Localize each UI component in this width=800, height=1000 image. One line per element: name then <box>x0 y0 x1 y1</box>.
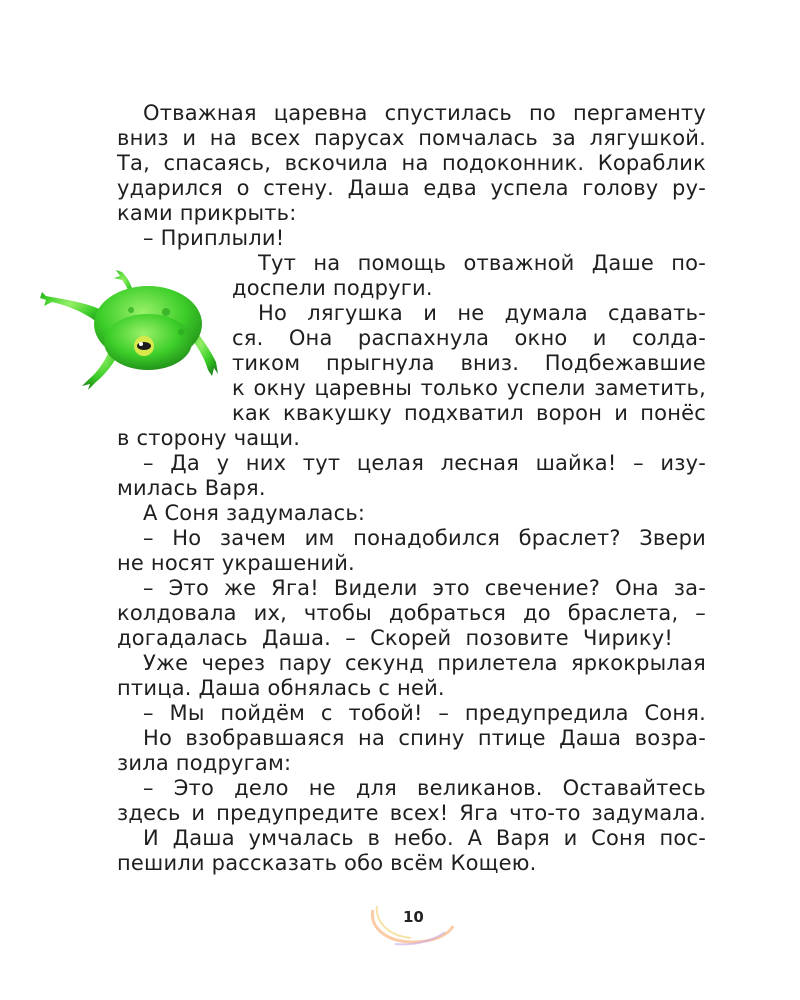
text-line: Но лягушка и не думала сдавать- <box>258 301 706 325</box>
text-line: Но взобравшаяся на спину птице Даша возра- <box>143 726 706 750</box>
text-line: А Соня задумалась: <box>143 501 366 525</box>
text-line: И Даша умчалась в небо. А Варя и Соня пос- <box>143 826 706 850</box>
frog-icon <box>36 262 218 392</box>
page-number-area <box>365 896 455 948</box>
text-line: Отважная царевна спустилась по пергаменту <box>143 101 706 125</box>
text-line: – Да у них тут целая лесная шайка! – изу- <box>143 451 706 475</box>
text-line: – Приплыли! <box>143 226 285 250</box>
text-line: милась Варя. <box>117 476 266 500</box>
text-line: ками прикрыть: <box>117 201 297 225</box>
text-line: зила подругам: <box>117 751 292 775</box>
text-line: пешили рассказать обо всём Кощею. <box>117 851 537 875</box>
text-line: Та, спасаясь, вскочила на подоконник. Кораблик <box>117 151 706 175</box>
text-line: тиком прыгнула вниз. Подбежавшие <box>232 351 706 375</box>
text-line: к окну царевны только успели заметить, <box>232 376 706 400</box>
text-line: Уже через пару секунд прилетела яркокрылая <box>143 651 706 675</box>
text-line: птица. Даша обнялась с ней. <box>117 676 445 700</box>
text-line: – Это же Яга! Видели это свечение? Она за- <box>143 576 706 600</box>
text-line: доспели подруги. <box>232 276 433 300</box>
text-line: вниз и на всех парусах помчалась за лягушкой. <box>117 126 706 150</box>
text-line: – Это дело не для великанов. Оставайтесь <box>143 776 706 800</box>
text-line: ся. Она распахнула окно и солда- <box>232 326 706 350</box>
text-line: колдовала их, чтобы добраться до браслета, – <box>117 601 706 625</box>
frog-illustration <box>36 262 218 392</box>
text-line: как квакушку подхватил ворон и понёс <box>232 401 706 425</box>
text-line: Тут на помощь отважной Даше по- <box>258 251 706 275</box>
text-line: догадалась Даша. – Скорей позовите Чирику! <box>117 626 673 650</box>
text-line: здесь и предупредите всех! Яга что-то задумала. <box>117 801 706 825</box>
text-line: – Мы пойдём с тобой! – предупредила Соня. <box>143 701 706 725</box>
text-line: не носят украшений. <box>117 551 355 575</box>
text-line: ударился о стену. Даша едва успела голову ру- <box>117 176 706 200</box>
text-line: – Но зачем им понадобился браслет? Звери <box>143 526 706 550</box>
page-number: 10 <box>403 908 424 926</box>
text-line: в сторону чащи. <box>117 426 301 450</box>
